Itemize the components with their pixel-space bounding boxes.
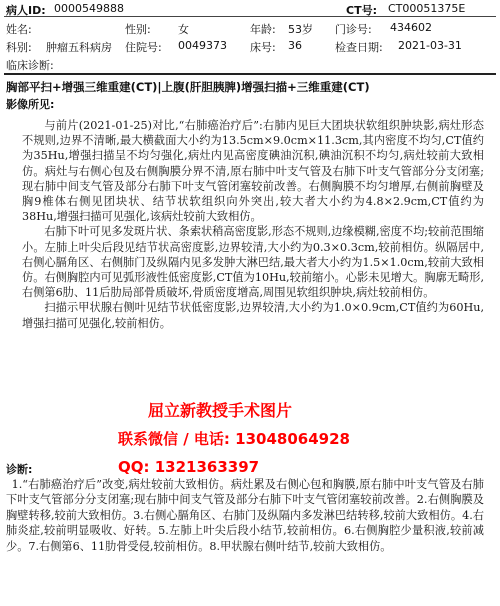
header-row-2 xyxy=(6,19,494,37)
patient-id-label: 病人ID: xyxy=(6,4,46,17)
watermark-line-2: 联系微信 / 电话: 13048064928 xyxy=(118,430,350,448)
age-value: 53岁 xyxy=(288,23,313,36)
exam-date-label: 检查日期: xyxy=(335,41,383,54)
ct-no-value: CT00051375E xyxy=(388,2,466,15)
header-row-3 xyxy=(6,37,494,55)
header-rule-2 xyxy=(4,73,496,75)
exam-date-value: 2021-03-31 xyxy=(398,39,462,52)
findings-paragraph: 与前片(2021-01-25)对比,“右肺癌治疗后”:右肺内见巨大团块状软组织肿块影,病灶形态不规则,边界不清晰,最大横截面大小约为13.5cm×9.0cm×11.3cm,其内密度不均匀,CT值约为35Hu,增强扫描呈不均匀强化,病灶内见高密度碘油沉积,碘油沉积不均匀,病灶较前大致相仿。病灶与右侧心包及右侧胸膜分界不清,原右肺中叶支气管及右肺下叶支气管部分分支闭塞;现右肺中间支气管及部分右肺下叶支气管闭塞较前改善。右侧胸膜不均匀增厚,右侧前胸壁及胸9椎体右侧见团块状、结节状软组织向外突出,较大者大小约为4.8×2.9cm,CT值约为38Hu,增强扫描可见强化,该病灶较前大致相仿。 xyxy=(22,119,484,224)
dept-value: 肿瘤五科病房 xyxy=(46,41,112,54)
outpatient-label: 门诊号: xyxy=(335,23,372,36)
sex-label: 性别: xyxy=(125,23,151,36)
bed-value: 36 xyxy=(288,39,302,52)
outpatient-value: 434602 xyxy=(390,21,432,34)
watermark-line-1: 屈立新教授手术图片 xyxy=(148,401,293,420)
bed-label: 床号: xyxy=(250,41,276,54)
watermark-line-3: QQ: 1321363397 xyxy=(118,458,260,476)
dept-label: 科别: xyxy=(6,41,32,54)
diagnosis-paragraph: 1.“右肺癌治疗后”改变,病灶较前大致相仿。病灶累及右侧心包和胸膜,原右肺中叶支气管及右肺下叶支气管部分分支闭塞;现右肺中间支气管及部分右肺下叶支气管闭塞较前改善。2.右侧胸膜及胸壁转移,较前大致相仿。3.右侧心膈角区、右肺门及纵隔内多发淋巴结转移,较前大致相仿。4.右肺炎症,较前明显吸收、好转。5.左肺上叶尖后段小结节,较前相仿。6.右侧胸腔少量积液,较前减少。7.右侧第6、11肋骨受侵,较前相仿。8.甲状腺右侧叶结节,较前大致相仿。 xyxy=(6,478,484,553)
findings-paragraph: 右肺下叶可见多发斑片状、条索状稍高密度影,形态不规则,边缘模糊,密度不均;较前范围缩小。左肺上叶尖后段见结节状高密度影,边界较清,大小约为0.3×0.3cm,较前相仿。纵隔居中,右侧心膈角区、右侧肺门及纵隔内见多发肿大淋巴结,最大者大小约为1.5×1.0cm,较前大致相仿。右侧胸腔内可见弧形液性低密度影,CT值为10Hu,较前缩小。心影未见增大。胸廓无畸形,右侧第6肋、11后肋局部骨质破坏,骨质密度增高,周围见软组织肿块,病灶较前相仿。 xyxy=(22,225,484,300)
header-row-4 xyxy=(6,55,494,73)
age-label: 年龄: xyxy=(250,23,276,36)
findings-paragraph: 扫描示甲状腺右侧叶见结节状低密度影,边界较清,大小约为1.0×0.9cm,CT值约为60Hu,增强扫描可见强化,较前相仿。 xyxy=(22,301,484,330)
clinical-diagnosis-label: 临床诊断: xyxy=(6,59,54,72)
diagnosis-body xyxy=(6,477,484,554)
findings-body xyxy=(22,118,484,331)
header-rule-1 xyxy=(4,16,496,17)
inpatient-value: 0049373 xyxy=(178,39,227,52)
sex-value: 女 xyxy=(178,23,189,36)
inpatient-label: 住院号: xyxy=(125,41,162,54)
diagnosis-heading: 诊断: xyxy=(6,463,33,476)
exam-title: 胸部平扫+增强三维重建(CT)|上腹(肝胆胰脾)增强扫描+三维重建(CT) xyxy=(6,80,370,94)
patient-id-value: 0000549888 xyxy=(54,2,124,15)
findings-heading: 影像所见: xyxy=(6,98,55,111)
name-label: 姓名: xyxy=(6,23,32,36)
ct-no-label: CT号: xyxy=(346,4,377,17)
